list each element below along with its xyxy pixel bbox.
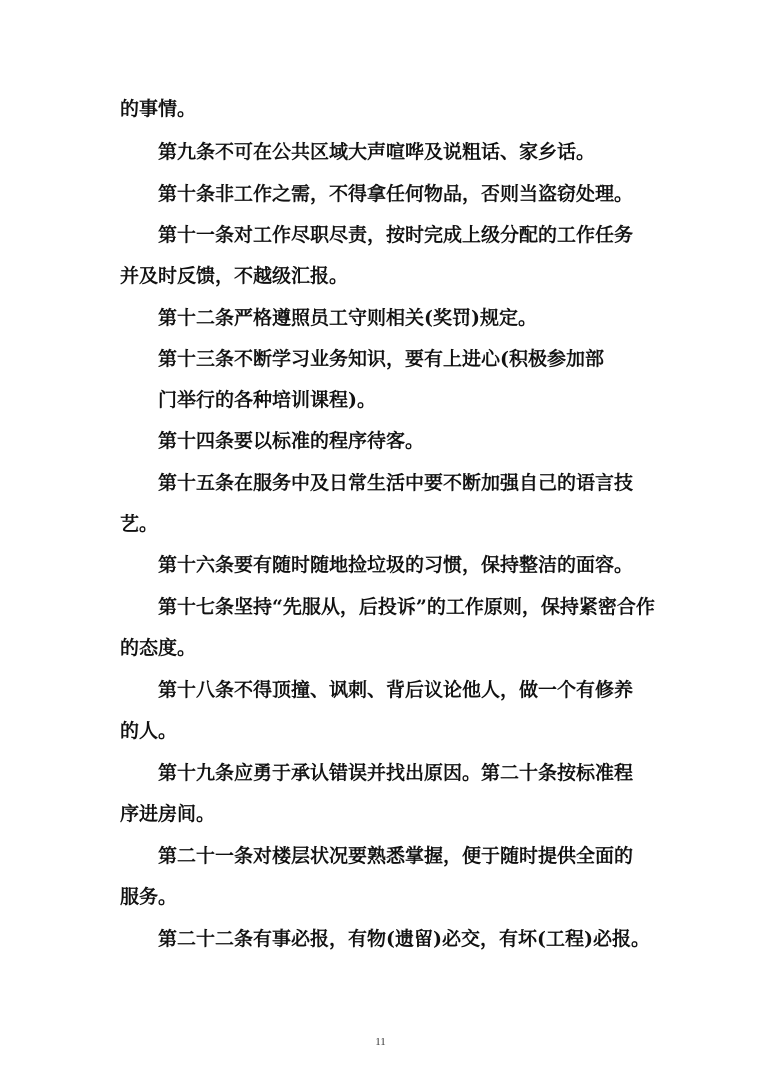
- text-line: 第十二条严格遵照员工守则相关(奖罚)规定。: [158, 307, 537, 329]
- text-line: 序进房间。: [120, 803, 216, 825]
- text-line: 第十五条在服务中及日常生活中要不断加强自己的语言技: [158, 472, 634, 494]
- page-number: 11: [375, 1036, 386, 1048]
- text-line: 的人。: [120, 720, 178, 742]
- text-line: 服务。: [120, 886, 178, 908]
- text-line: 第二十二条有事必报，有物(遗留)必交，有坏(工程)必报。: [158, 928, 650, 950]
- text-line: 的态度。: [120, 637, 197, 659]
- text-line: 第二十一条对楼层状况要熟悉掌握，便于随时提供全面的: [158, 845, 634, 867]
- text-line: 第十六条要有随时随地捡垃圾的习惯，保持整洁的面容。: [158, 554, 634, 576]
- text-line: 第九条不可在公共区域大声喧哗及说粗话、家乡话。: [158, 141, 596, 163]
- text-line: 第十七条坚持“先服从，后投诉”的工作原则，保持紧密合作: [158, 596, 655, 618]
- text-line: 艺。: [120, 513, 159, 535]
- text-line: 门举行的各种培训课程)。: [158, 389, 376, 411]
- text-line: 的事情。: [120, 98, 197, 120]
- text-line: 第十九条应勇于承认错误并找出原因。第二十条按标准程: [158, 762, 634, 784]
- text-line: 第十八条不得顶撞、讽刺、背后议论他人，做一个有修养: [158, 679, 634, 701]
- text-line: 第十四条要以标准的程序待客。: [158, 430, 425, 452]
- text-line: 第十条非工作之需，不得拿任何物品，否则当盗窃处理。: [158, 183, 634, 205]
- text-line: 第十一条对工作尽职尽责，按时完成上级分配的工作任务: [158, 224, 634, 246]
- text-line: 并及时反馈，不越级汇报。: [120, 265, 349, 287]
- text-line: 第十三条不断学习业务知识，要有上进心(积极参加部: [158, 348, 604, 370]
